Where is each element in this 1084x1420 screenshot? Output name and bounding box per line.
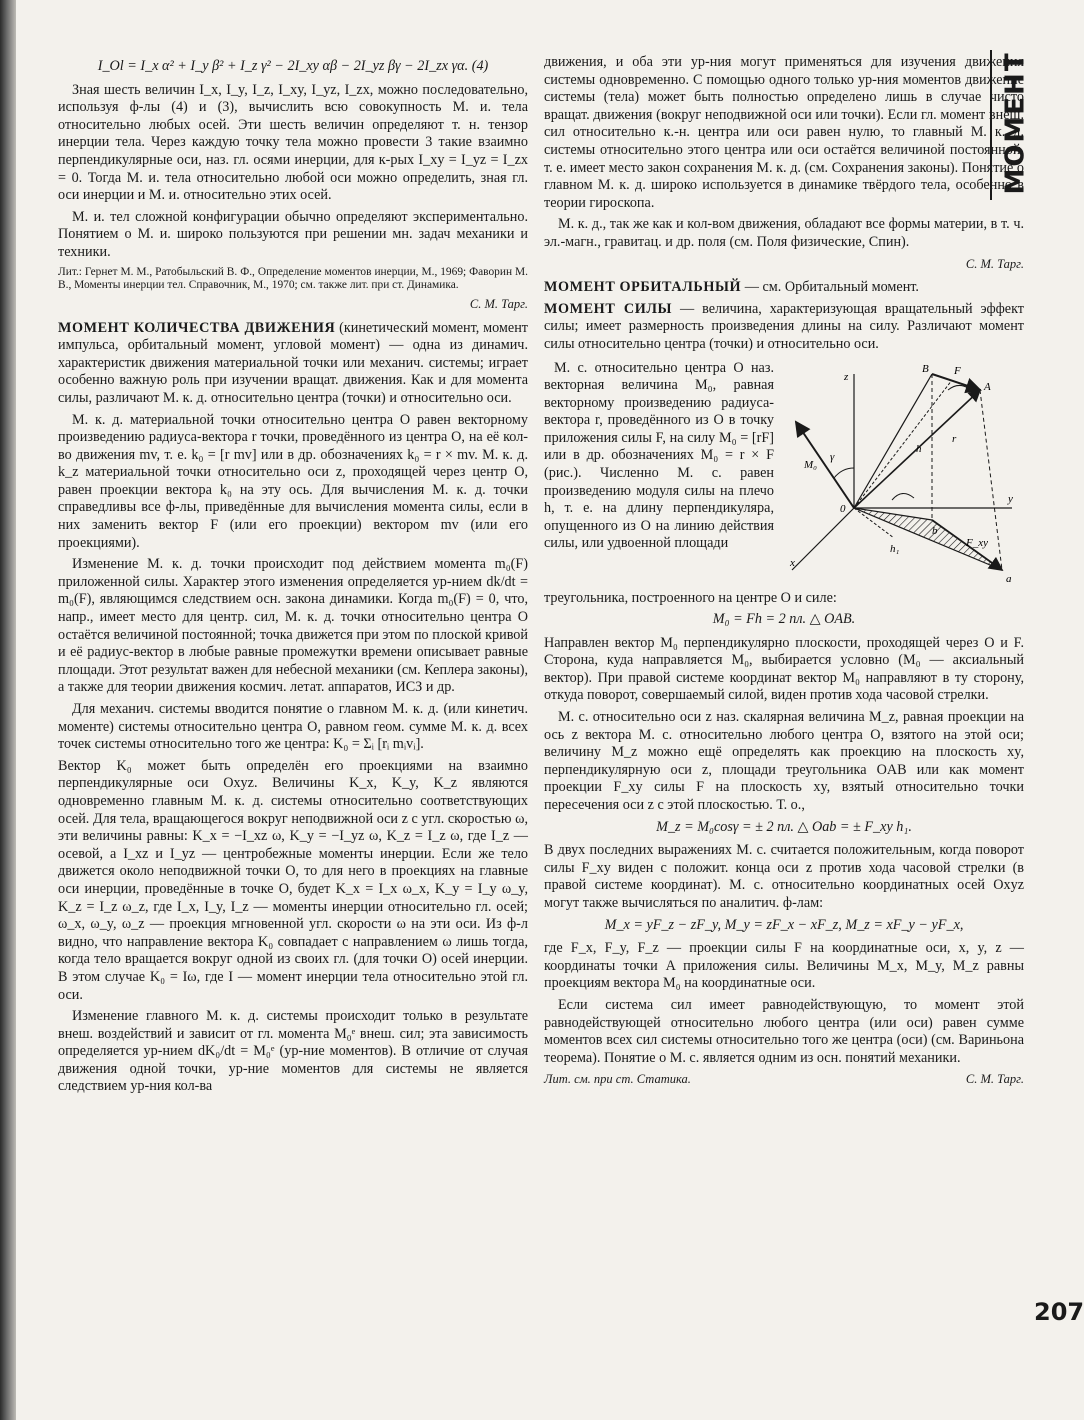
axis-x: [792, 508, 854, 570]
paragraph: где F_x, F_y, F_z — проекции силы F на координатные оси, x, y, z — координаты точки A приложения силы. Величины M_x, M_y, M_z равны проекциям вектора M₀ на координатные оси.: [544, 940, 1024, 992]
author-signature: С. М. Тарг.: [469, 296, 528, 311]
label-gamma: γ: [830, 450, 835, 463]
entry-intro: — величина, характеризующая вращательный эффект силы; имеет размерность произведения длины на силу. Различают момент силы относительно центра (точки) и относительно оси.: [544, 300, 1024, 352]
rotation-arc: [948, 385, 968, 390]
label-x: x: [790, 556, 795, 569]
segment-ob: [854, 374, 932, 508]
paragraph: М. к. д. материальной точки относительно центра O равен векторному произведению радиуса-вектора r точки, проведённого из центра O, на её кол-во движения mv, т. е. k₀ = [r mv] или в др. обозначениях k₀ = r × mv. М. к. д. k_z материальной точки относительно оси z, проходящей через центр O, равен проекции вектора k₀ на эту ось. Для вычисления М. к. д. точки справедливы все ф-лы, приведённые для вычисления момента силы, если в них заменить вектор F (или его проекции) вектором mv (или его проекциями).: [58, 411, 528, 551]
figure-side-text: [544, 360, 774, 590]
label-r: r: [952, 432, 957, 445]
paragraph: М. с. относительно центра O наз. векторная величина M₀, равная векторному произведению радиуса-вектора r, проведённого из O в точку приложения силы F, на силу M₀ = [rF] или в др. обозначениях M₀ = r × F (рис.). Численно М. с. равен произведению модуля силы на плечо h, т. е. на длину перпендикуляра, опущенного из O на линию действия силы, или удвоенной площади: [544, 359, 774, 552]
entry-angular-momentum: [58, 320, 528, 408]
paragraph: Изменение главного М. к. д. системы происходит только в результате внеш. воздействий и зависит от гл. момента M₀ᵉ внеш. сил; эта зависимость определяется ур-нием dK₀/dt = M₀ᵉ (ур-ние моментов). В отличие от случая движения одной точки, ур-ние моментов для системы не является следствием ур-ния кол-ва: [58, 1008, 528, 1095]
paragraph: Для механич. системы вводится понятие о главном М. к. д. (или кинетич. моменте) системы относительно центра O, равном геом. сумме М. к. д. всех точек системы относительно того же центра: K₀ = Σᵢ [rᵢ mᵢvᵢ].: [58, 701, 528, 753]
literature-and-signature: [544, 1071, 1024, 1089]
paragraph: треугольника, построенного на центре O и силе:: [544, 589, 837, 606]
paragraph: М. к. д., так же как и кол-вом движения, обладают все формы материи, в т. ч. эл.-магн., гравитац. и др. поля (см. Поля физические, Спин).: [544, 216, 1024, 250]
paragraph: М. и. тел сложной конфигурации обычно определяют экспериментально. Понятием о М. и. широко пользуются при решении мн. задач механики и техники.: [58, 208, 528, 260]
formula-moment-of-inertia: I_Ol = I_x α² + I_y β² + I_z γ² − 2I_xy αβ − 2I_yz βγ − 2I_zx γα. (4): [97, 58, 489, 74]
left-column: [58, 54, 528, 1100]
entry-headword: МОМЕНТ КОЛИЧЕСТВА ДВИЖЕНИЯ: [58, 319, 336, 336]
page-number: 207: [1034, 1298, 1084, 1326]
label-h: h: [916, 442, 922, 455]
label-b: B: [922, 362, 929, 375]
entry-moment-of-force: [544, 301, 1024, 354]
label-m0: M₀: [804, 458, 817, 471]
entry-intro: — см. Орбитальный момент.: [741, 279, 919, 296]
label-y: y: [1008, 492, 1013, 505]
author-signature: С. М. Тарг.: [965, 1072, 1024, 1087]
label-f: F: [954, 364, 961, 377]
label-z: z: [844, 370, 849, 383]
paragraph: Направлен вектор M₀ перпендикулярно плоскости, проходящей через O и F. Сторона, куда направляется M₀, выбирается условно (M₀ — аксиальный вектор). При правой системе координат вектор M₀ направляют в ту сторону, откуда поворот, совершаемый силой, виден против хода часовой стрелки.: [544, 634, 1024, 704]
running-head-text: МОМЕНТ: [1001, 51, 1032, 195]
paragraph: Если система сил имеет равнодействующую, то момент этой равнодействующей относительно любого центра (или оси) равен сумме моментов всех сил системы относительно того же центра (оси) (см. Вариньона теорема). Понятие о М. с. является одним из осн. понятий механики.: [544, 996, 1024, 1066]
literature-note: Лит.: Гернет М. М., Ратобыльский В. Ф., Определение моментов инерции, М., 1969; Фаворин М. В., Моменты инерции тел. Справочник, М., 1970; см. также лит. при ст. Динамика.: [58, 265, 528, 291]
label-fxy: F_xy: [966, 536, 988, 549]
literature-note: Лит. см. при ст. Статика.: [544, 1072, 691, 1087]
paragraph: М. с. относительно оси z наз. скалярная величина M_z, равная проекции на ось z вектора М. с. относительно любого центра O, взятого на этой оси; величину M_z можно ещё определять как проекцию на плоскость xy, перпендикулярную оси z, площади треугольника OAB или как момент проекции F_xy силы F на плоскость xy, взятый относительно точки пересечения оси z с этой плоскостью. Т. о.,: [544, 709, 1024, 814]
formula-axis-moments: M_x = yF_z − zF_y, M_y = zF_x − xF_z, M_z = xF_y − yF_x,: [604, 916, 964, 933]
label-a-lower: a: [1006, 572, 1012, 585]
label-h1: h₁: [890, 542, 900, 555]
author-signature: С. М. Тарг.: [965, 256, 1024, 271]
paragraph: движения, и оба эти ур-ния могут применяться для изучения движения системы одновременно. С помощью одного только ур-ния моментов движение системы (тела) может быть полностью определено лишь в случае чисто вращат. движения (вокруг неподвижной оси или точки). Если гл. момент внеш. сил относительно к.-н. центра или оси равен нулю, то главный М. к. д. системы относительно этого центра или оси остаётся величиной постоянной, т. е. имеет место закон сохранения М. к. д. (см. Сохранения законы). Понятие о главном М. к. д. широко используется в динамике твёрдого тела, особенно в теории гироскопа.: [544, 54, 1024, 211]
rotation-arc: [892, 493, 914, 500]
entry-intro: (кинетический момент, момент импульса, орбитальный момент, угловой момент) — одна из динамич. характеристик движения материальной точки или механич. системы; играет особенно важную роль при изучении вращат. движения. Как и для момента силы, различают М. к. д. относительно центра (точки) и относительно оси.: [58, 319, 528, 406]
paragraph: В двух последних выражениях М. с. считается положительным, когда поворот силы F_xy виден с положит. конца оси z против хода часовой стрелки (в правой системе координат). М. с. относительно координатных осей Oxyz могут также вычисляться по аналитич. ф-лам:: [544, 842, 1024, 911]
angle-gamma-arc: [834, 468, 854, 478]
paragraph: Зная шесть величин I_x, I_y, I_z, I_xy, I_yz, I_zx, можно последовательно, используя ф-лы (4) и (3), вычислить всю совокупность М. и. тела относительно любых осей. Эти шесть величин определяют т. н. тензор инерции тела. Через каждую точку тела можно провести 3 такие взаимно перпендикулярные оси, наз. гл. осями инерции, для к-рых I_xy = I_yz = I_zx = 0. Тогда М. и. тела относительно любой оси можно определить, зная гл. оси инерции и М. и. относительно этих осей.: [58, 81, 528, 204]
encyclopedia-page: [56, 44, 1036, 1394]
formula-m0: M₀ = Fh = 2 пл. △ OAB.: [712, 611, 856, 628]
label-a: A: [984, 380, 991, 393]
scan-edge-shadow: [0, 0, 16, 1420]
paragraph: Изменение М. к. д. точки происходит под действием момента m₀(F) приложенной силы. Характер этого изменения определяется ур-нием dk/dt = m₀(F), являющимся следствием осн. закона динамики. Когда m₀(F) = 0, что, напр., имеет место для центр. сил, М. к. д. точки относительно центра O остаётся величиной постоянной; точка движется при этом по плоской кривой и её радиус-вектор в любые равные промежутки времени описывает равные площади. Этот результат важен для небесной механики (см. Кеплера законы), а также для теории движения космич. летат. аппаратов, ИСЗ и др.: [58, 556, 528, 696]
moment-of-force-diagram: [782, 360, 1022, 590]
entry-headword: МОМЕНТ СИЛЫ: [544, 300, 673, 317]
paragraph: Вектор K₀ может быть определён его проекциями на взаимно перпендикулярные оси Oxyz. Величины K_x, K_y, K_z являются одновременно главным М. к. д. системы относительно соответствующих осей. Для тела, вращающегося вокруг неподвижной оси z с угл. скоростью ω, эти величины равны: K_x = −I_xz ω, K_y = −I_yz ω, K_z = I_z ω, где I_z — осевой, а I_xz и I_yz — центробежные моменты инерции. Если же тело движется около неподвижной точки O, то для него в проекциях на главные оси инерции, проведённые в точке O, будет K_x = I_x ω_x, K_y = I_y ω_y, K_z = I_z ω_z, где I_x, I_y, I_z — моменты инерции относительно гл. осей; ω_x, ω_y, ω_z — проекция мгновенной угл. скорости ω на эти оси. Из ф-л видно, что направление вектора K₀ совпадает с направлением ω лишь тогда, когда тело вращается вокруг одной из своих гл. (для точки O) осей инерции. В этом случае K₀ = Iω, где I — момент инерции тела относительно этой гл. оси.: [58, 757, 528, 1003]
formula-mz: M_z = M₀cosγ = ± 2 пл. △ Oab = ± F_xy h₁.: [656, 818, 912, 835]
entry-orbital-moment: [544, 279, 1024, 297]
label-b-lower: b: [932, 524, 938, 537]
entry-headword: МОМЕНТ ОРБИТАЛЬНЫЙ: [544, 279, 742, 296]
label-o: 0: [840, 502, 846, 515]
arm-h: [854, 380, 952, 508]
figure-row: [544, 360, 1024, 590]
right-column: [544, 54, 1024, 1095]
